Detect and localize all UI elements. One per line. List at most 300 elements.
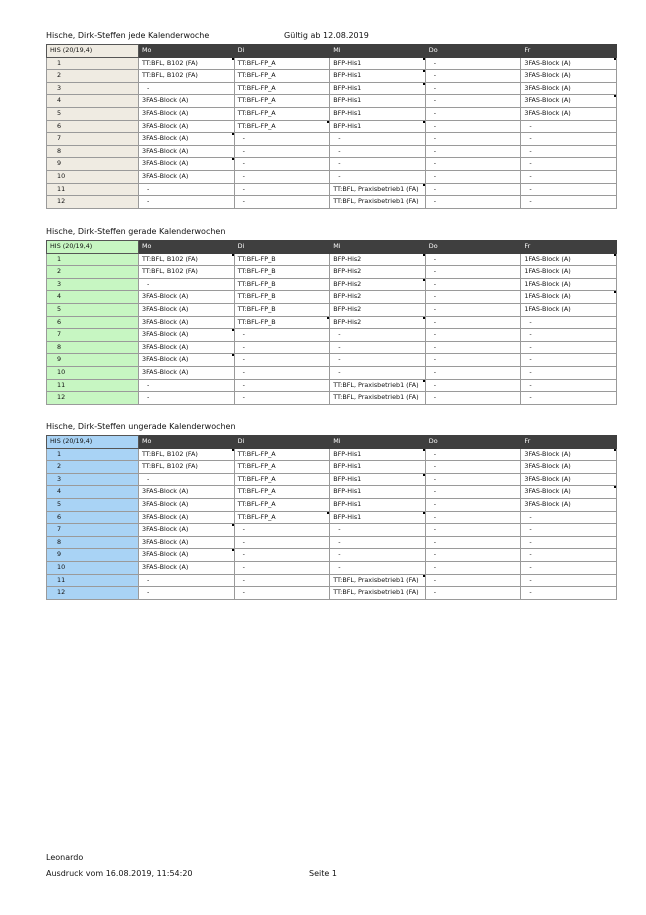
lesson-cell-fr <box>521 461 617 474</box>
lesson-cell-do <box>425 461 521 474</box>
lesson-text: - <box>242 393 245 402</box>
lesson-text: 3FAS-Block (A) <box>524 83 571 92</box>
lesson-cell-mo <box>139 511 235 524</box>
lesson-text: - <box>242 525 245 534</box>
corner-marker <box>614 58 616 60</box>
lesson-cell-fr <box>521 549 617 562</box>
lesson-cell-do <box>425 120 521 133</box>
lesson-text: - <box>529 575 532 584</box>
lesson-cell-mo <box>139 316 235 329</box>
lesson-cell-di <box>234 57 330 70</box>
lesson-cell-fr <box>521 329 617 342</box>
lesson-text: BFP-His2 <box>333 304 362 313</box>
lesson-text: 3FAS-Block (A) <box>524 487 571 496</box>
period-number: 11 <box>47 379 139 392</box>
lesson-cell-fr <box>521 70 617 83</box>
table-row <box>47 473 617 486</box>
lesson-cell-do <box>425 133 521 146</box>
lesson-text: - <box>433 330 437 339</box>
valid-from-label: Gültig ab 12.08.2019 <box>284 31 369 40</box>
lesson-cell-mo <box>139 392 235 405</box>
lesson-text: - <box>529 184 532 193</box>
lesson-text: - <box>433 267 437 276</box>
lesson-cell-do <box>425 511 521 524</box>
lesson-text: - <box>338 525 341 534</box>
lesson-text: TT:BFL-FP_B <box>237 304 276 313</box>
lesson-text: TT:BFL, B102 (FA) <box>142 58 198 67</box>
lesson-cell-fr <box>521 107 617 120</box>
lesson-cell-mi <box>330 145 426 158</box>
lesson-text: 1FAS-Block (A) <box>524 292 571 301</box>
lesson-text: 3FAS-Block (A) <box>524 96 571 105</box>
lesson-text: 3FAS-Block (A) <box>142 499 189 508</box>
lesson-text: 1FAS-Block (A) <box>524 254 571 263</box>
lesson-text: - <box>433 367 437 376</box>
lesson-text: - <box>338 146 341 155</box>
table-row <box>47 574 617 587</box>
corner-marker <box>614 486 616 488</box>
lesson-cell-do <box>425 145 521 158</box>
lesson-cell-di <box>234 133 330 146</box>
section-heading <box>46 30 616 42</box>
lesson-cell-mi <box>330 266 426 279</box>
lesson-text: - <box>338 171 341 180</box>
table-row <box>47 354 617 367</box>
lesson-text: - <box>529 146 532 155</box>
lesson-cell-mi <box>330 366 426 379</box>
period-number: 6 <box>47 511 139 524</box>
table-row <box>47 341 617 354</box>
lesson-cell-mi <box>330 303 426 316</box>
lesson-text: BFP-His2 <box>333 279 362 288</box>
lesson-cell-mo <box>139 170 235 183</box>
lesson-text: TT:BFL-FP_A <box>237 71 276 80</box>
day-header-do: Do <box>425 45 521 58</box>
lesson-cell-mi <box>330 133 426 146</box>
lesson-text: TT:BFL-FP_A <box>237 108 276 117</box>
lesson-cell-fr <box>521 587 617 600</box>
lesson-cell-mo <box>139 70 235 83</box>
lesson-cell-fr <box>521 95 617 108</box>
lesson-text: - <box>433 121 437 130</box>
lesson-cell-di <box>234 392 330 405</box>
period-number: 5 <box>47 303 139 316</box>
lesson-cell-di <box>234 473 330 486</box>
lesson-text: - <box>529 512 532 521</box>
class-label: HIS (20/19,4) <box>47 436 139 449</box>
lesson-cell-mi <box>330 587 426 600</box>
period-number: 3 <box>47 473 139 486</box>
lesson-text: - <box>433 462 437 471</box>
lesson-text: 3FAS-Block (A) <box>142 292 189 301</box>
lesson-cell-do <box>425 498 521 511</box>
lesson-cell-do <box>425 473 521 486</box>
table-row <box>47 57 617 70</box>
period-number: 8 <box>47 536 139 549</box>
period-number: 4 <box>47 95 139 108</box>
lesson-cell-di <box>234 266 330 279</box>
lesson-cell-mi <box>330 329 426 342</box>
period-number: 1 <box>47 253 139 266</box>
lesson-cell-mo <box>139 366 235 379</box>
lesson-text: - <box>433 254 437 263</box>
lesson-text: TT:BFL-FP_B <box>237 267 276 276</box>
lesson-cell-fr <box>521 82 617 95</box>
lesson-cell-di <box>234 574 330 587</box>
lesson-text: - <box>338 367 341 376</box>
section-title: Hische, Dirk-Steffen ungerade Kalenderwochen <box>46 422 236 431</box>
table-row <box>47 253 617 266</box>
lesson-cell-mo <box>139 448 235 461</box>
lesson-text: 3FAS-Block (A) <box>142 108 189 117</box>
corner-marker <box>614 291 616 293</box>
lesson-cell-mo <box>139 145 235 158</box>
lesson-text: BFP-His1 <box>333 487 362 496</box>
lesson-cell-mi <box>330 278 426 291</box>
period-number: 7 <box>47 524 139 537</box>
lesson-cell-do <box>425 291 521 304</box>
lesson-cell-mo <box>139 120 235 133</box>
lesson-cell-mo <box>139 278 235 291</box>
lesson-text: BFP-His1 <box>333 108 362 117</box>
timetable-even-weeks <box>46 240 617 405</box>
period-number: 2 <box>47 70 139 83</box>
day-header-di: Di <box>234 241 330 254</box>
lesson-text: - <box>147 575 150 584</box>
lesson-text: 3FAS-Block (A) <box>142 512 189 521</box>
lesson-text: - <box>433 575 437 584</box>
lesson-cell-di <box>234 354 330 367</box>
lesson-text: 1FAS-Block (A) <box>524 304 571 313</box>
lesson-text: 3FAS-Block (A) <box>142 96 189 105</box>
lesson-cell-fr <box>521 253 617 266</box>
lesson-cell-mi <box>330 120 426 133</box>
period-number: 6 <box>47 316 139 329</box>
table-row <box>47 107 617 120</box>
period-number: 4 <box>47 291 139 304</box>
lesson-cell-mi <box>330 473 426 486</box>
lesson-cell-di <box>234 278 330 291</box>
table-row <box>47 183 617 196</box>
lesson-cell-mi <box>330 70 426 83</box>
lesson-cell-do <box>425 392 521 405</box>
lesson-text: BFP-His1 <box>333 512 362 521</box>
lesson-cell-mo <box>139 183 235 196</box>
lesson-cell-mo <box>139 379 235 392</box>
lesson-text: 3FAS-Block (A) <box>142 121 189 130</box>
period-number: 5 <box>47 498 139 511</box>
lesson-cell-fr <box>521 561 617 574</box>
lesson-cell-mo <box>139 107 235 120</box>
lesson-cell-di <box>234 561 330 574</box>
table-row <box>47 461 617 474</box>
lesson-cell-mo <box>139 574 235 587</box>
table-row <box>47 303 617 316</box>
lesson-text: - <box>433 525 437 534</box>
table-row <box>47 133 617 146</box>
lesson-text: 3FAS-Block (A) <box>142 317 189 326</box>
lesson-text: - <box>529 159 532 168</box>
day-header-di: Di <box>234 436 330 449</box>
lesson-text: 3FAS-Block (A) <box>142 342 189 351</box>
lesson-text: TT:BFL, B102 (FA) <box>142 462 198 471</box>
period-number: 10 <box>47 170 139 183</box>
lesson-cell-mi <box>330 561 426 574</box>
lesson-cell-mi <box>330 107 426 120</box>
lesson-cell-fr <box>521 57 617 70</box>
lesson-cell-do <box>425 536 521 549</box>
lesson-text: - <box>433 355 437 364</box>
lesson-cell-do <box>425 266 521 279</box>
lesson-text: - <box>433 393 437 402</box>
lesson-cell-di <box>234 253 330 266</box>
lesson-cell-mo <box>139 291 235 304</box>
day-header-fr: Fr <box>521 45 617 58</box>
lesson-text: BFP-His1 <box>333 449 362 458</box>
day-header-mi: Mi <box>330 436 426 449</box>
lesson-cell-mi <box>330 354 426 367</box>
lesson-text: BFP-His1 <box>333 96 362 105</box>
day-header-fr: Fr <box>521 241 617 254</box>
lesson-text: - <box>242 184 245 193</box>
lesson-cell-mi <box>330 291 426 304</box>
table-row <box>47 524 617 537</box>
lesson-text: BFP-His2 <box>333 292 362 301</box>
lesson-cell-di <box>234 524 330 537</box>
lesson-cell-mo <box>139 329 235 342</box>
lesson-text: 3FAS-Block (A) <box>524 108 571 117</box>
lesson-text: - <box>242 562 245 571</box>
lesson-cell-mo <box>139 524 235 537</box>
lesson-cell-do <box>425 329 521 342</box>
lesson-cell-mi <box>330 170 426 183</box>
lesson-text: BFP-His1 <box>333 462 362 471</box>
lesson-text: - <box>529 330 532 339</box>
lesson-text: - <box>433 342 437 351</box>
lesson-text: - <box>242 342 245 351</box>
table-row <box>47 120 617 133</box>
lesson-cell-fr <box>521 158 617 171</box>
lesson-text: TT:BFL-FP_A <box>237 487 276 496</box>
lesson-text: TT:BFL-FP_A <box>237 462 276 471</box>
lesson-cell-di <box>234 461 330 474</box>
period-number: 10 <box>47 561 139 574</box>
period-number: 7 <box>47 329 139 342</box>
lesson-text: - <box>529 121 532 130</box>
lesson-cell-di <box>234 107 330 120</box>
lesson-text: - <box>242 588 245 597</box>
lesson-cell-fr <box>521 486 617 499</box>
lesson-text: TT:BFL, Praxisbetrieb1 (FA) <box>333 575 419 584</box>
lesson-cell-do <box>425 170 521 183</box>
lesson-cell-mo <box>139 253 235 266</box>
lesson-cell-fr <box>521 170 617 183</box>
lesson-text: - <box>242 134 245 143</box>
lesson-cell-di <box>234 303 330 316</box>
lesson-text: - <box>433 292 437 301</box>
lesson-text: BFP-His2 <box>333 254 362 263</box>
lesson-text: - <box>338 550 341 559</box>
lesson-cell-di <box>234 341 330 354</box>
lesson-text: 3FAS-Block (A) <box>524 462 571 471</box>
lesson-cell-mo <box>139 587 235 600</box>
period-number: 12 <box>47 587 139 600</box>
lesson-text: - <box>338 355 341 364</box>
lesson-cell-di <box>234 498 330 511</box>
lesson-cell-mo <box>139 266 235 279</box>
lesson-text: - <box>433 588 437 597</box>
table-row <box>47 486 617 499</box>
lesson-text: - <box>433 449 437 458</box>
lesson-text: - <box>147 197 150 206</box>
lesson-text: TT:BFL-FP_A <box>237 449 276 458</box>
lesson-cell-mi <box>330 524 426 537</box>
footer-author: Leonardo <box>46 853 84 862</box>
lesson-cell-mi <box>330 158 426 171</box>
lesson-text: - <box>529 525 532 534</box>
lesson-cell-mo <box>139 536 235 549</box>
lesson-cell-di <box>234 486 330 499</box>
lesson-cell-di <box>234 511 330 524</box>
lesson-cell-do <box>425 253 521 266</box>
lesson-cell-mo <box>139 498 235 511</box>
lesson-cell-mi <box>330 341 426 354</box>
lesson-cell-mo <box>139 82 235 95</box>
lesson-text: - <box>433 487 437 496</box>
lesson-text: TT:BFL-FP_B <box>237 254 276 263</box>
lesson-text: - <box>338 537 341 546</box>
lesson-cell-mo <box>139 158 235 171</box>
lesson-text: 3FAS-Block (A) <box>142 525 189 534</box>
table-header-row <box>47 241 617 254</box>
lesson-cell-mo <box>139 57 235 70</box>
table-row <box>47 278 617 291</box>
lesson-cell-di <box>234 145 330 158</box>
lesson-cell-di <box>234 82 330 95</box>
lesson-text: - <box>433 499 437 508</box>
table-row <box>47 158 617 171</box>
lesson-text: - <box>147 380 150 389</box>
lesson-cell-do <box>425 95 521 108</box>
period-number: 8 <box>47 145 139 158</box>
lesson-text: - <box>529 171 532 180</box>
lesson-cell-fr <box>521 354 617 367</box>
lesson-text: 3FAS-Block (A) <box>142 537 189 546</box>
lesson-cell-mo <box>139 461 235 474</box>
lesson-text: - <box>242 159 245 168</box>
period-number: 2 <box>47 266 139 279</box>
footer-print-info <box>46 868 337 880</box>
lesson-cell-mi <box>330 196 426 209</box>
lesson-cell-mo <box>139 354 235 367</box>
day-header-mo: Mo <box>139 241 235 254</box>
period-number: 2 <box>47 461 139 474</box>
lesson-cell-fr <box>521 278 617 291</box>
lesson-cell-mi <box>330 498 426 511</box>
day-header-mo: Mo <box>139 436 235 449</box>
day-header-do: Do <box>425 436 521 449</box>
lesson-cell-fr <box>521 120 617 133</box>
table-row <box>47 392 617 405</box>
lesson-text: - <box>242 367 245 376</box>
lesson-text: 3FAS-Block (A) <box>524 474 571 483</box>
lesson-cell-fr <box>521 366 617 379</box>
period-number: 3 <box>47 278 139 291</box>
lesson-cell-do <box>425 341 521 354</box>
lesson-cell-di <box>234 158 330 171</box>
lesson-text: - <box>433 512 437 521</box>
print-timestamp: Ausdruck vom 16.08.2019, 11:54:20 <box>46 869 193 878</box>
table-row <box>47 196 617 209</box>
lesson-text: - <box>529 537 532 546</box>
lesson-text: - <box>433 108 437 117</box>
lesson-cell-di <box>234 183 330 196</box>
lesson-cell-mi <box>330 536 426 549</box>
lesson-cell-fr <box>521 183 617 196</box>
lesson-text: - <box>529 355 532 364</box>
lesson-text: 3FAS-Block (A) <box>142 355 189 364</box>
lesson-cell-do <box>425 524 521 537</box>
lesson-text: - <box>338 159 341 168</box>
lesson-text: - <box>529 380 532 389</box>
lesson-cell-do <box>425 354 521 367</box>
lesson-text: TT:BFL-FP_A <box>237 96 276 105</box>
lesson-text: 3FAS-Block (A) <box>524 449 571 458</box>
day-header-di: Di <box>234 45 330 58</box>
lesson-text: - <box>338 134 341 143</box>
lesson-cell-di <box>234 120 330 133</box>
lesson-text: - <box>338 562 341 571</box>
lesson-cell-di <box>234 366 330 379</box>
lesson-cell-fr <box>521 511 617 524</box>
lesson-cell-do <box>425 158 521 171</box>
lesson-text: - <box>147 393 150 402</box>
lesson-text: - <box>147 83 150 92</box>
table-row <box>47 587 617 600</box>
lesson-text: - <box>529 367 532 376</box>
lesson-cell-mi <box>330 57 426 70</box>
lesson-text: - <box>242 550 245 559</box>
lesson-text: - <box>433 83 437 92</box>
lesson-cell-mi <box>330 253 426 266</box>
lesson-cell-di <box>234 316 330 329</box>
lesson-text: - <box>147 588 150 597</box>
lesson-text: 3FAS-Block (A) <box>142 171 189 180</box>
period-number: 11 <box>47 574 139 587</box>
period-number: 8 <box>47 341 139 354</box>
section-title: Hische, Dirk-Steffen jede Kalenderwoche <box>46 31 210 40</box>
lesson-cell-fr <box>521 379 617 392</box>
lesson-cell-fr <box>521 341 617 354</box>
lesson-cell-do <box>425 486 521 499</box>
lesson-text: TT:BFL-FP_A <box>237 58 276 67</box>
lesson-cell-do <box>425 183 521 196</box>
period-number: 9 <box>47 354 139 367</box>
lesson-text: - <box>338 342 341 351</box>
lesson-text: - <box>433 134 437 143</box>
period-number: 12 <box>47 392 139 405</box>
lesson-text: TT:BFL-FP_A <box>237 121 276 130</box>
lesson-cell-mo <box>139 133 235 146</box>
day-header-do: Do <box>425 241 521 254</box>
lesson-text: - <box>338 330 341 339</box>
lesson-cell-di <box>234 170 330 183</box>
lesson-cell-di <box>234 329 330 342</box>
lesson-cell-mi <box>330 379 426 392</box>
lesson-text: BFP-His1 <box>333 58 362 67</box>
lesson-cell-mi <box>330 549 426 562</box>
lesson-cell-do <box>425 278 521 291</box>
